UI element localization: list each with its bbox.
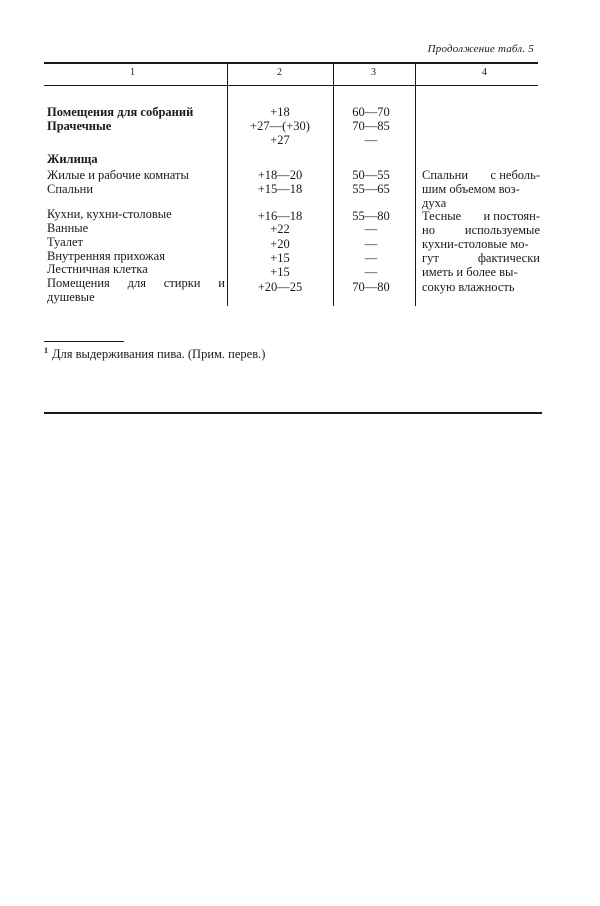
row-note-word: но	[422, 223, 435, 237]
row-label-toilet: Туалет	[47, 235, 84, 249]
row-note-word: фактически	[477, 251, 540, 265]
column-divider-2	[333, 62, 334, 306]
footnote-text: Для выдерживания пива. (Прим. перев.)	[52, 347, 266, 362]
row-note-word: используемые	[464, 223, 540, 237]
row-label-word: Помещения	[47, 276, 110, 290]
row-label-word: и	[218, 276, 225, 290]
row-temperature: +15—18	[257, 182, 303, 196]
row-humidity: 55—80	[352, 209, 390, 223]
row-temperature: +22	[270, 222, 290, 236]
row-label-bedrooms: Спальни	[47, 182, 94, 196]
row-label-laundries: Прачечные	[47, 119, 112, 133]
row-humidity: —	[364, 222, 378, 236]
row-humidity: —	[364, 237, 378, 251]
row-temperature: +20	[270, 237, 290, 251]
row-temperature: +18	[270, 105, 290, 119]
row-humidity: 50—55	[352, 168, 390, 182]
row-temperature: +20—25	[257, 280, 303, 294]
row-note: сокую влажность	[422, 280, 515, 294]
row-humidity: —	[364, 251, 378, 265]
row-note-word: Спальни	[422, 168, 469, 182]
row-temperature: +27—(+30)	[250, 119, 310, 133]
row-temperature: +18—20	[257, 168, 303, 182]
row-label-kitchens: Кухни, кухни-столовые	[47, 207, 172, 221]
row-label-staircase: Лестничная клетка	[47, 262, 148, 276]
footnote-marker: 1	[44, 346, 48, 355]
row-note	[422, 251, 540, 265]
row-label-showers: душевые	[47, 290, 95, 304]
row-note-word: с неболь-	[490, 168, 540, 182]
table-continuation-caption: Продолжение табл. 5	[427, 43, 534, 55]
column-header-3: 3	[371, 67, 376, 78]
column-header-1: 1	[130, 67, 135, 78]
column-header-2: 2	[277, 67, 282, 78]
column-divider-1	[227, 62, 228, 306]
row-temperature: +15	[270, 251, 290, 265]
footnote-rule	[44, 341, 124, 342]
row-label-living-rooms: Жилые и рабочие комнаты	[47, 168, 189, 182]
footnote	[44, 346, 265, 362]
row-humidity: —	[364, 265, 378, 279]
row-label-word: стирки	[163, 276, 201, 290]
row-note: иметь и более вы-	[422, 265, 518, 279]
row-temperature: +27	[270, 133, 290, 147]
row-humidity: 70—80	[352, 280, 390, 294]
row-label-bathrooms: Ванные	[47, 221, 89, 235]
row-note: духа	[422, 196, 447, 210]
row-humidity: —	[364, 133, 378, 147]
row-note-word: гут	[422, 251, 439, 265]
row-note	[422, 223, 540, 237]
section-heading-dwellings: Жилища	[47, 152, 98, 166]
row-humidity: 70—85	[352, 119, 390, 133]
row-temperature: +16—18	[257, 209, 303, 223]
header-rule	[44, 85, 538, 86]
column-divider-3	[415, 62, 416, 306]
row-humidity: 55—65	[352, 182, 390, 196]
row-humidity: 60—70	[352, 105, 390, 119]
column-header-4: 4	[482, 67, 487, 78]
page-bottom-rule	[44, 412, 542, 414]
row-note: кухни-столовые мо-	[422, 237, 529, 251]
row-note	[422, 209, 540, 223]
row-label-inner-hallway: Внутренняя прихожая	[47, 249, 165, 263]
row-label-washing-rooms	[47, 276, 225, 290]
row-note-word: Тесные	[422, 209, 462, 223]
row-note	[422, 168, 540, 182]
row-note-word: и постоян-	[483, 209, 540, 223]
row-temperature: +15	[270, 265, 290, 279]
row-label-assembly-rooms: Помещения для собраний	[47, 105, 194, 119]
row-label-word: для	[127, 276, 146, 290]
row-note: шим объемом воз-	[422, 182, 520, 196]
table-top-rule	[44, 62, 538, 64]
